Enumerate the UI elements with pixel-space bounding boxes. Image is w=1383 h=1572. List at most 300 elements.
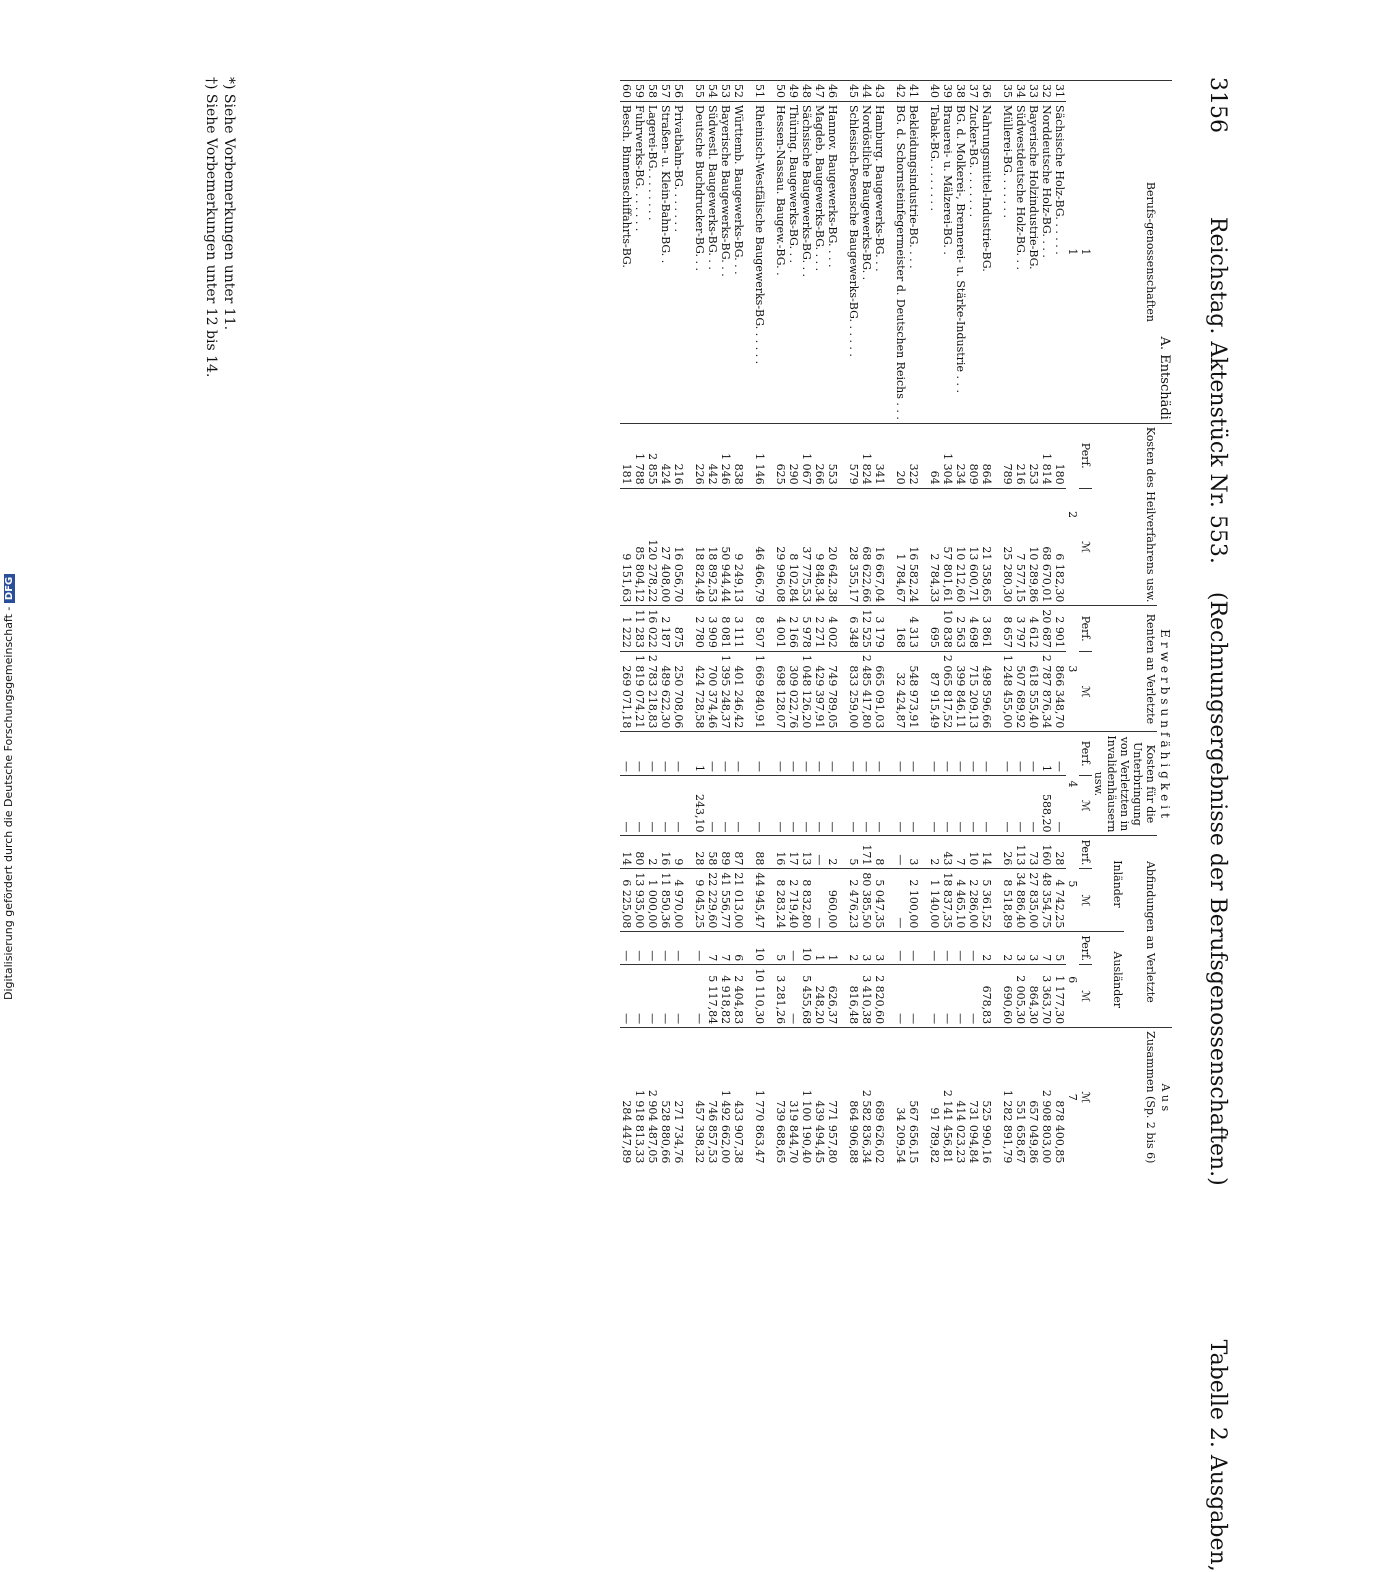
cell-p4: 1 — [1040, 732, 1053, 776]
cell-m3: 489 622,30 — [659, 651, 672, 731]
cell-p5: — — [813, 836, 826, 869]
cell-m4: — — [732, 776, 753, 836]
cell-m3: 2 787 876,34 — [1040, 651, 1053, 731]
cell-m4: — — [928, 776, 941, 836]
cell-p2: 216 — [1014, 423, 1027, 488]
cell-p6: 5 — [774, 932, 787, 965]
source-subtitle: (Rechnungsergebnisse der Berufsgenossenschaften.) — [1205, 591, 1230, 1186]
row-label: Magdeb. Baugewerks-BG. . . . — [813, 102, 826, 424]
cell-m5: 2 476,23 — [847, 869, 860, 932]
cell-m4: — — [860, 776, 873, 836]
cell-m4: — — [719, 776, 732, 836]
cell-p5: 2 — [646, 836, 659, 869]
row-number: 48 — [800, 81, 813, 102]
cell-m6: — — [672, 965, 693, 1028]
cell-p2: 1 788 — [633, 423, 646, 488]
cell-m4: — — [967, 776, 980, 836]
column-header-c3: Renten an Verletzte — [1092, 606, 1157, 732]
cell-p6: — — [967, 932, 980, 965]
cell-p3: 16 022 — [646, 606, 659, 652]
cell-m3: 401 246,42 — [732, 651, 753, 731]
cell-p2: 1 067 — [800, 423, 813, 488]
cell-p6: — — [787, 932, 800, 965]
cell-m5: 21 013,00 — [732, 869, 753, 932]
cell-p6: 1 — [813, 932, 826, 965]
row-label: Thüring. Baugewerks-BG. . . — [787, 102, 800, 424]
table-row — [967, 81, 980, 1167]
row-label: Zucker-BG. . . . . . . . — [967, 102, 980, 424]
cell-p3: 12 525 — [860, 606, 873, 652]
cell-m2: 16 667,04 — [873, 488, 894, 606]
cell-m5: 34 886,40 — [1014, 869, 1027, 932]
cell-m6: — — [941, 965, 954, 1028]
cell-p5: 17 — [787, 836, 800, 869]
cell-p2: 838 — [732, 423, 753, 488]
cell-p5: 13 — [800, 836, 813, 869]
cell-p5: 2 — [826, 836, 847, 869]
cell-m5: 8 283,24 — [774, 869, 787, 932]
footnote-1: *) Siehe Vorbemerkungen unter 11. — [221, 77, 237, 331]
cell-m7: 457 398,32 — [693, 1028, 706, 1167]
cell-p4: — — [719, 732, 732, 776]
table-row — [659, 81, 672, 1167]
row-number: 56 — [672, 81, 693, 102]
cell-p4: — — [659, 732, 672, 776]
row-number: 55 — [693, 81, 706, 102]
column-number-2: 2 — [1066, 423, 1079, 606]
table-row — [941, 81, 954, 1167]
row-number: 43 — [873, 81, 894, 102]
cell-m7: 2 582 836,34 — [860, 1028, 873, 1167]
cell-m7: 91 789,82 — [928, 1028, 941, 1167]
cell-m2: 37 775,53 — [800, 488, 813, 606]
cell-m6: 2 404,83 — [732, 965, 753, 1028]
cell-m5: 18 837,35 — [941, 869, 954, 932]
cell-m4: — — [1001, 776, 1014, 836]
cell-p2: 180 — [1053, 423, 1066, 488]
cell-m3: 2 783 218,83 — [646, 651, 659, 731]
row-label: Brauerei- u. Mälzerei-BG. . — [941, 102, 954, 424]
cell-p2: 424 — [659, 423, 672, 488]
row-label: Hamburg. Baugewerks-BG. . . — [873, 102, 894, 424]
unit-mark: ℳ — [1079, 488, 1092, 606]
table-row — [646, 81, 659, 1167]
table-row — [907, 81, 928, 1167]
row-label: Nahrungsmittel-Industrie-BG. — [980, 102, 1001, 424]
cell-m7: 528 880,66 — [659, 1028, 672, 1167]
cell-m2: 29 996,08 — [774, 488, 787, 606]
unit-pers: Perf. — [1079, 423, 1092, 488]
cell-p6: 7 — [719, 932, 732, 965]
cell-p2: 442 — [706, 423, 719, 488]
table-row — [719, 81, 732, 1167]
cell-p4: — — [706, 732, 719, 776]
table-row — [847, 81, 860, 1167]
cell-p2: 181 — [620, 423, 633, 488]
cell-p4: — — [954, 732, 967, 776]
cell-p4: — — [672, 732, 693, 776]
cell-p4: — — [813, 732, 826, 776]
cell-p3: 2 271 — [813, 606, 826, 652]
cell-m2: 68 622,66 — [860, 488, 873, 606]
cell-p4: — — [980, 732, 1001, 776]
row-label: Bekleidungsindustrie-BG. . . . — [907, 102, 928, 424]
cell-m3: 429 397,91 — [813, 651, 826, 731]
cell-p5: 88 — [753, 836, 774, 869]
unit-pers: Perf. — [1079, 732, 1092, 776]
cell-p6: — — [646, 932, 659, 965]
row-number: 40 — [928, 81, 941, 102]
cell-p3: 2 166 — [787, 606, 800, 652]
cell-m6: 690,60 — [1001, 965, 1014, 1028]
cell-p4: — — [1053, 732, 1066, 776]
column-number-5: 5 — [1066, 836, 1079, 932]
unit-mark: ℳ — [1079, 965, 1092, 1028]
cell-p4: — — [907, 732, 928, 776]
cell-p2: 1 824 — [860, 423, 873, 488]
cell-p6: 2 — [847, 932, 860, 965]
cell-p3: 4 612 — [1027, 606, 1040, 652]
cell-m7: 433 907,38 — [732, 1028, 753, 1167]
cell-p5: 28 — [693, 836, 706, 869]
cell-p5: 43 — [941, 836, 954, 869]
cell-m5: 5 361,52 — [980, 869, 1001, 932]
table-body — [620, 81, 1066, 1167]
cell-p2: 1 246 — [719, 423, 732, 488]
cell-p3: 2 780 — [693, 606, 706, 652]
cell-m2: 85 804,12 — [633, 488, 646, 606]
cell-m5: 4 465,10 — [954, 869, 967, 932]
cell-m3: 269 071,18 — [620, 651, 633, 731]
cell-m5: 13 935,00 — [633, 869, 646, 932]
row-label: Rheinisch-Westfälische Baugewerks-BG. . . . . . — [753, 102, 774, 424]
cell-m6: 3 363,70 — [1040, 965, 1053, 1028]
cell-m4: — — [646, 776, 659, 836]
cell-p3: 20 687 — [1040, 606, 1053, 652]
unit-pers: Perf. — [1079, 836, 1092, 869]
cell-p3: 11 283 — [633, 606, 646, 652]
cell-p5: 16 — [659, 836, 672, 869]
table-row — [693, 81, 706, 1167]
dfg-logo-icon: DFG — [4, 574, 15, 603]
row-label: BG. d. Molkerei-, Brennerei- u. Stärke-Industrie . . . — [954, 102, 967, 424]
cell-p6: 6 — [732, 932, 753, 965]
column-header-c2: Kosten des Heilverfahrens usw. — [1092, 423, 1157, 606]
cell-p5: 5 — [847, 836, 860, 869]
cell-m3: 618 555,40 — [1027, 651, 1040, 731]
cell-m6: 864,30 — [1027, 965, 1040, 1028]
cell-m3: 2 065 817,52 — [941, 651, 954, 731]
cell-p4: — — [774, 732, 787, 776]
cell-p3: 8 081 — [719, 606, 732, 652]
row-number: 50 — [774, 81, 787, 102]
cell-m3: 399 846,11 — [954, 651, 967, 731]
footnote-2: †) Siehe Vorbemerkungen unter 12 bis 14. — [203, 77, 219, 378]
cell-m4: — — [980, 776, 1001, 836]
cell-m5: 22 229,60 — [706, 869, 719, 932]
digitization-credit — [2, 570, 15, 1000]
cell-m6: — — [646, 965, 659, 1028]
table-row — [706, 81, 719, 1167]
cell-m4: — — [954, 776, 967, 836]
cell-p6: 10 — [800, 932, 813, 965]
cell-m2: 10 289,86 — [1027, 488, 1040, 606]
table-title: Tabelle 2. Ausgaben, — [1205, 1339, 1230, 1572]
cell-p3: 4 002 — [826, 606, 847, 652]
cell-m2: 50 944,44 — [719, 488, 732, 606]
cell-p2: 789 — [1001, 423, 1014, 488]
cell-m4: — — [1014, 776, 1027, 836]
row-number: 39 — [941, 81, 954, 102]
cell-m6: 10 110,30 — [753, 965, 774, 1028]
cell-m2: 9 249,13 — [732, 488, 753, 606]
cell-m2: 46 466,79 — [753, 488, 774, 606]
cell-p3: 6 348 — [847, 606, 860, 652]
cell-p2: 809 — [967, 423, 980, 488]
cell-m2: 10 212,60 — [954, 488, 967, 606]
cell-p2: 625 — [774, 423, 787, 488]
row-label: Lagerei-BG. . . . . . . . — [646, 102, 659, 424]
cell-p5: 3 — [907, 836, 928, 869]
cell-p3: 4 001 — [774, 606, 787, 652]
source-title: Reichstag. Aktenstück Nr. 553. — [1205, 216, 1230, 564]
cell-m4: — — [1053, 776, 1066, 836]
cell-p6: 2 — [980, 932, 1001, 965]
cell-m2: 18 824,49 — [693, 488, 706, 606]
cell-p4: — — [787, 732, 800, 776]
row-number: 34 — [1014, 81, 1027, 102]
cell-m3: 1 819 074,21 — [633, 651, 646, 731]
cell-m2: 7 577,15 — [1014, 488, 1027, 606]
cell-m6: 3 281,26 — [774, 965, 787, 1028]
cell-p5: 7 — [954, 836, 967, 869]
cell-p2: 864 — [980, 423, 1001, 488]
table-row — [633, 81, 646, 1167]
cell-p5: 9 — [672, 836, 693, 869]
cell-m2: 120 278,22 — [646, 488, 659, 606]
cell-m6: 5 117,84 — [706, 965, 719, 1028]
table-row — [826, 81, 847, 1167]
cell-m5: 8 518,89 — [1001, 869, 1014, 932]
row-label: Fuhrwerks-BG. . . . . . . — [633, 102, 646, 424]
cell-m7: 746 857,53 — [706, 1028, 719, 1167]
cell-m5: — — [813, 869, 826, 932]
table-row — [753, 81, 774, 1167]
cell-p5: 10 — [967, 836, 980, 869]
cell-p6: — — [659, 932, 672, 965]
cell-m6: — — [907, 965, 928, 1028]
cell-p5: 26 — [1001, 836, 1014, 869]
row-label: Hessen-Nassau. Baugew.-BG. . — [774, 102, 787, 424]
row-number: 45 — [847, 81, 860, 102]
row-label: Tabak-BG. . . . . . . . — [928, 102, 941, 424]
row-number: 36 — [980, 81, 1001, 102]
column-header-c56: Abfindungen an Verletzte — [1125, 836, 1158, 1028]
cell-m5: 27 835,00 — [1027, 869, 1040, 932]
row-label: Sächsische Baugewerks-BG. . . — [800, 102, 813, 424]
row-number: 49 — [787, 81, 800, 102]
row-label: Nordöstliche Baugewerks-BG. . — [860, 102, 873, 424]
cell-p5: 113 — [1014, 836, 1027, 869]
table-row — [620, 81, 633, 1167]
cell-m7: 657 049,86 — [1027, 1028, 1040, 1167]
cell-m4: 588,20 — [1040, 776, 1053, 836]
cell-m2: 18 892,53 — [706, 488, 719, 606]
cell-p4: — — [1027, 732, 1040, 776]
cell-m2: 16 582,24 — [907, 488, 928, 606]
row-number: 35 — [1001, 81, 1014, 102]
column-number-6: 6 — [1066, 932, 1079, 1028]
cell-p3: 3 797 — [1014, 606, 1027, 652]
cell-m5: 44 945,47 — [753, 869, 774, 932]
cell-m5: 2 100,00 — [907, 869, 928, 932]
table-row — [774, 81, 787, 1167]
cell-p6: 2 — [1001, 932, 1014, 965]
cell-p4: — — [826, 732, 847, 776]
table-row — [1027, 81, 1040, 1167]
cell-m2: 28 355,17 — [847, 488, 860, 606]
cell-m7: 2 141 456,81 — [941, 1028, 954, 1167]
cell-m3: 2 485 417,80 — [860, 651, 873, 731]
table-row — [672, 81, 693, 1167]
cell-m2: 9 151,63 — [620, 488, 633, 606]
cell-m4: — — [672, 776, 693, 836]
cell-p4: — — [1001, 732, 1014, 776]
cell-m5: 11 850,36 — [659, 869, 672, 932]
cell-m7: 878 400,85 — [1053, 1028, 1066, 1167]
cell-m6: — — [693, 965, 706, 1028]
unit-pers: Perf. — [1079, 932, 1092, 965]
cell-p5: — — [894, 836, 907, 869]
row-number: 54 — [706, 81, 719, 102]
row-number: 57 — [659, 81, 672, 102]
cell-p4: — — [941, 732, 954, 776]
cell-p6: 1 — [826, 932, 847, 965]
unit-mark: ℳ — [1079, 651, 1092, 731]
column-header-c4: Kosten für die Unterbringung von Verletzten in Invalidenhäusern usw. — [1092, 732, 1157, 836]
row-label: Müllerei-BG. . . . . . . — [1001, 102, 1014, 424]
cell-p3: 875 — [672, 606, 693, 652]
cell-p2: 341 — [873, 423, 894, 488]
cell-p2: 234 — [954, 423, 967, 488]
column-number-row-1: 1 — [1066, 81, 1079, 424]
cell-p6: 3 — [873, 932, 894, 965]
column-header-c1: Berufs-genossenschaften — [1092, 81, 1157, 424]
cell-m4: — — [894, 776, 907, 836]
cell-m5: 80 385,50 — [860, 869, 873, 932]
row-label: Württemb. Baugewerks-BG. . . — [732, 102, 753, 424]
cell-p3: 4 698 — [967, 606, 980, 652]
cell-m5: 9 045,25 — [693, 869, 706, 932]
cell-m3: 32 424,87 — [894, 651, 907, 731]
cell-m7: 1 770 863,47 — [753, 1028, 774, 1167]
cell-m5: 48 354,75 — [1040, 869, 1053, 932]
column-header-c5: Inländer — [1092, 836, 1125, 932]
cell-p5: 171 — [860, 836, 873, 869]
cell-p4: — — [967, 732, 980, 776]
cell-m3: 250 708,06 — [672, 651, 693, 731]
cell-m7: 319 844,70 — [787, 1028, 800, 1167]
cell-m3: 507 689,92 — [1014, 651, 1027, 731]
cell-m4: — — [659, 776, 672, 836]
cell-m5: 5 047,35 — [873, 869, 894, 932]
cell-p6: — — [954, 932, 967, 965]
table-row — [1001, 81, 1014, 1167]
cell-p6: — — [620, 932, 633, 965]
cell-m7: 567 656,15 — [907, 1028, 928, 1167]
cell-m2: 13 600,71 — [967, 488, 980, 606]
row-label: Besch. Binnenschiffahrts-BG. — [620, 102, 633, 424]
row-label: Schlesisch-Posensche Baugewerks-BG. . . . . . — [847, 102, 860, 424]
cell-m4: — — [620, 776, 633, 836]
cell-m6: — — [620, 965, 633, 1028]
cell-m5: 1 000,00 — [646, 869, 659, 932]
cell-p3: 3 179 — [873, 606, 894, 652]
table-row — [894, 81, 907, 1167]
row-label: Südwestdeutsche Holz-BG. . . — [1014, 102, 1027, 424]
cell-m3: 1 248 455,00 — [1001, 651, 1014, 731]
cell-m5: 41 556,77 — [719, 869, 732, 932]
cell-m7: 414 023,23 — [954, 1028, 967, 1167]
cell-p5: 28 — [1053, 836, 1066, 869]
cell-m2: 20 642,38 — [826, 488, 847, 606]
cell-m6: 1 177,30 — [1053, 965, 1066, 1028]
page-header — [1205, 77, 1230, 1572]
cell-m3: 424 728,58 — [693, 651, 706, 731]
table-row — [1040, 81, 1053, 1167]
cell-p6: 7 — [706, 932, 719, 965]
cell-p3: 3 861 — [980, 606, 1001, 652]
row-number: 37 — [967, 81, 980, 102]
cell-m4: — — [847, 776, 860, 836]
cell-m4: — — [774, 776, 787, 836]
data-table-container — [620, 80, 1172, 1166]
unit-mark: ℳ — [1079, 776, 1092, 836]
cell-m2: 68 670,01 — [1040, 488, 1053, 606]
cell-m3: 548 973,91 — [907, 651, 928, 731]
cell-m7: 34 209,54 — [894, 1028, 907, 1167]
cell-m7: 271 734,76 — [672, 1028, 693, 1167]
cell-p3: 5 978 — [800, 606, 813, 652]
cell-p5: 14 — [620, 836, 633, 869]
cell-m4: — — [787, 776, 800, 836]
cell-m6: — — [787, 965, 800, 1028]
cell-p2: 290 — [787, 423, 800, 488]
cell-m2: 16 056,70 — [672, 488, 693, 606]
cell-m6: 2 005,30 — [1014, 965, 1027, 1028]
cell-p6: 3 — [1014, 932, 1027, 965]
cell-p3: 4 313 — [907, 606, 928, 652]
unit-mark: ℳ — [1079, 1028, 1092, 1167]
column-header-c6: Ausländer — [1092, 932, 1125, 1028]
cell-m6: — — [659, 965, 672, 1028]
row-label: Deutsche Buchdrucker-BG. . . — [693, 102, 706, 424]
cell-p3: 10 838 — [941, 606, 954, 652]
cell-m5: 8 832,80 — [800, 869, 813, 932]
cell-m7: 689 626,02 — [873, 1028, 894, 1167]
table-row — [980, 81, 1001, 1167]
table-row — [1014, 81, 1027, 1167]
row-number: 53 — [719, 81, 732, 102]
data-table — [620, 80, 1172, 1166]
row-number: 58 — [646, 81, 659, 102]
row-number: 41 — [907, 81, 928, 102]
cell-p5: 87 — [732, 836, 753, 869]
cell-m3: 1 395 248,37 — [719, 651, 732, 731]
cell-m7: 525 990,16 — [980, 1028, 1001, 1167]
row-number: 38 — [954, 81, 967, 102]
cell-p4: 1 — [693, 732, 706, 776]
